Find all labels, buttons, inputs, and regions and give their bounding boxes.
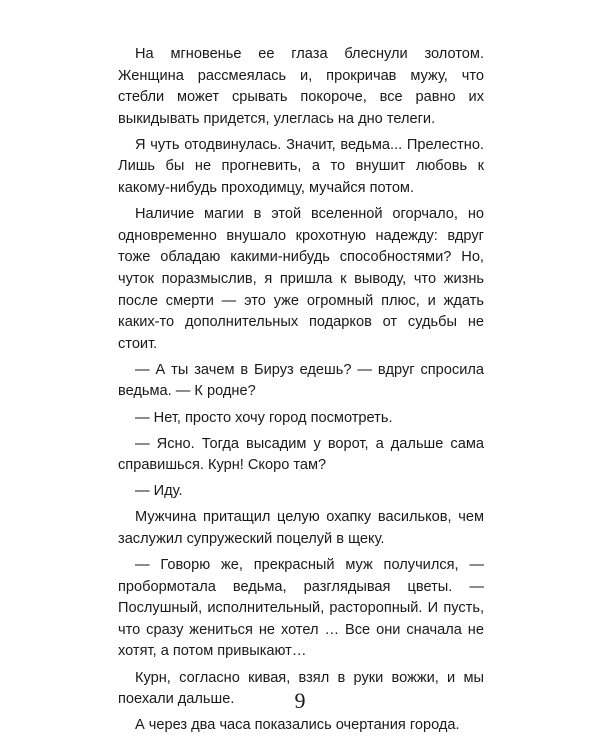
paragraph-1: На мгновенье ее глаза блеснули золотом. Женщина рассмеялась и, прокричав мужу, что стебли может срывать покороче, все равно их выкидывать придется, улеглась на дно телеги. — [118, 46, 484, 127]
paragraph-7: — Иду. — [135, 483, 183, 500]
paragraph-8: Мужчина притащил целую охапку васильков, чем заслужил супружеский поцелуй в щеку. — [118, 509, 484, 547]
paragraph-9: — Говорю же, прекрасный муж получился, — пробормотала ведьма, разглядывая цветы. — Послушный, исполнительный, расторопный. И пусть, что сразу жениться не хотел … Все они сначала не хотят, а потом привыкают… — [118, 557, 484, 660]
paragraph-10: Курн, согласно кивая, взял в руки вожжи, и мы поехали дальше. — [118, 669, 484, 708]
paragraph-2: Я чуть отодвинулась. Значит, ведьма... Прелестно. Лишь бы не прогневить, а то внушит любовь к какому-нибудь проходимцу, мучайся потом. — [118, 136, 484, 197]
paragraph-3: Наличие магии в этой вселенной огорчало, но одновременно внушало крохотную надежду: вдруг тоже обладаю какими-нибудь способностями? Но, чуток поразмыслив, я пришла к выводу, что жизнь после смерти — это уже огромный плюс, и ждать каких-то дополнительных подарков от судьбы не стоит. — [118, 206, 484, 352]
page-number: 9 — [294, 688, 306, 713]
paragraph-5: — Нет, просто хочу город посмотреть. — [135, 409, 393, 426]
paragraph-4: — А ты зачем в Бируз едешь? — вдруг спросила ведьма. — К родне? — [118, 361, 484, 400]
paragraph-11: А через два часа показались очертания города. — [135, 717, 460, 734]
page-body-text — [118, 44, 484, 737]
paragraph-6: — Ясно. Тогда высадим у ворот, а дальше сама справишься. Курн! Скоро там? — [118, 435, 484, 474]
